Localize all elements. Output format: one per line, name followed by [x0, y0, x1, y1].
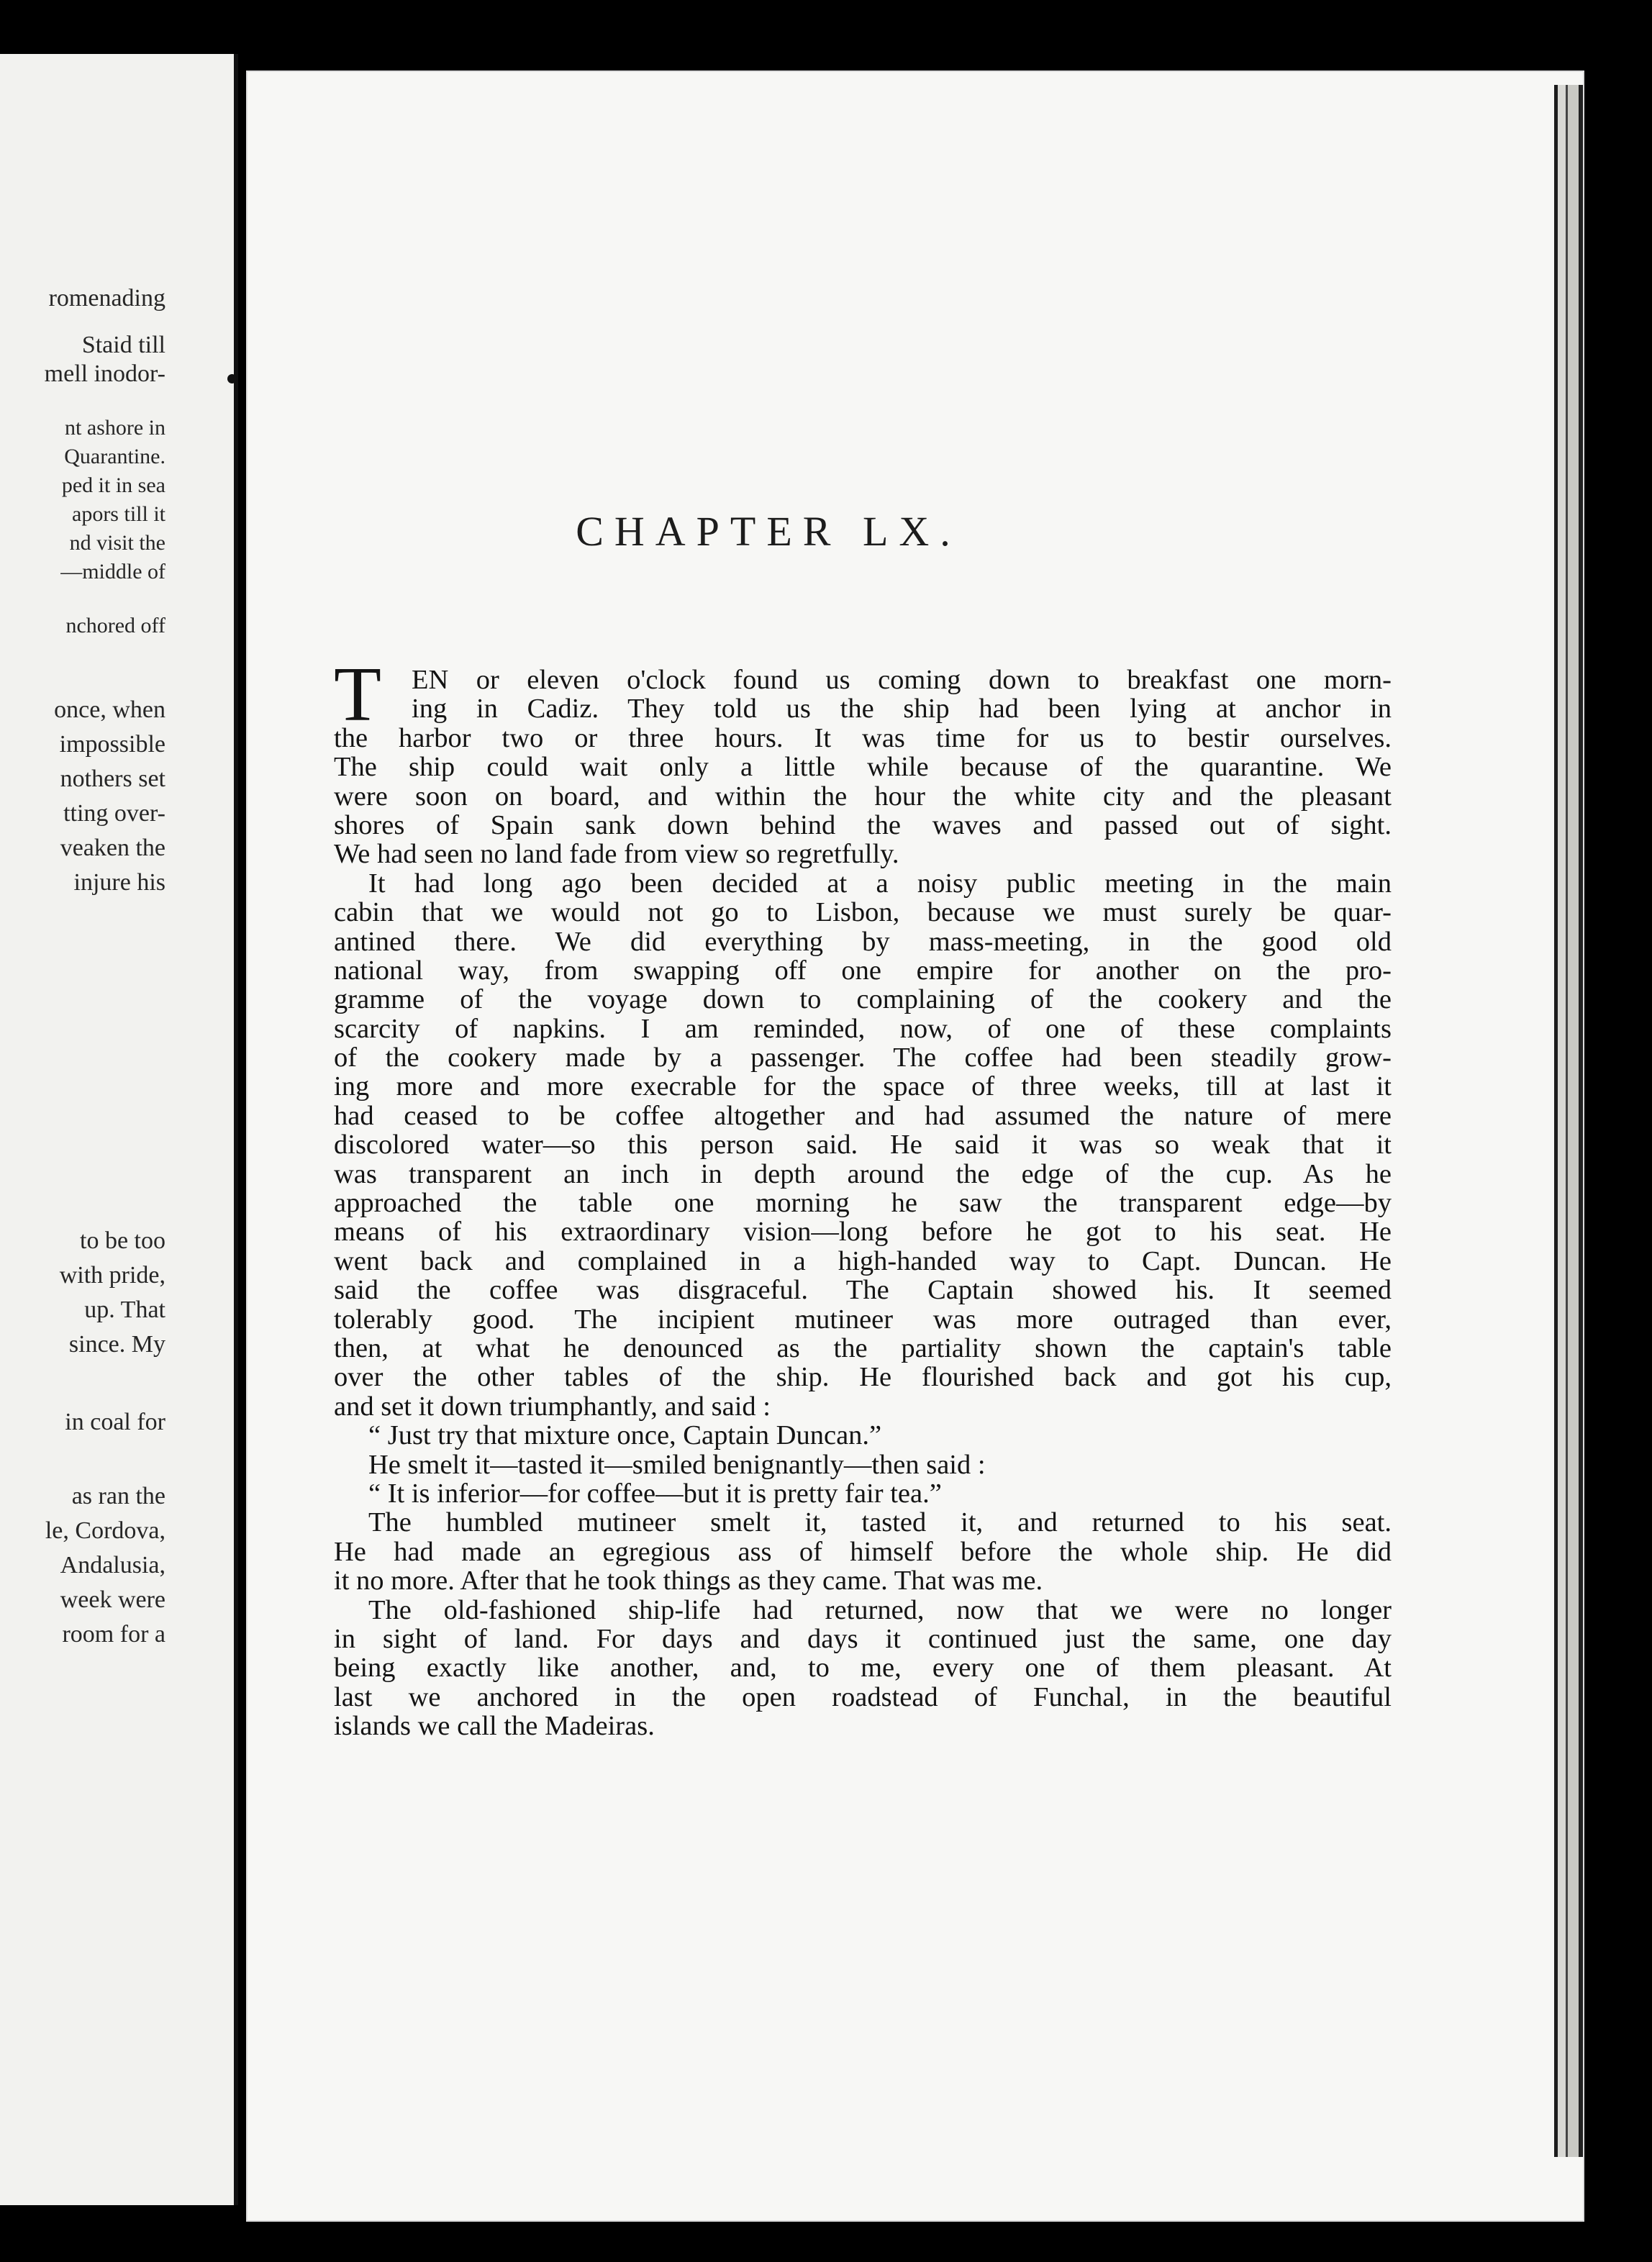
scan-border-top [0, 0, 1652, 43]
left-page-line: since. My [68, 1331, 165, 1358]
text-line: islands we call the Madeiras. [334, 1711, 655, 1742]
left-page-line: apors till it [72, 502, 165, 526]
left-page-line: Quarantine. [64, 445, 165, 468]
text-line: The old-fashioned ship-life had returned, now that we were no longer [368, 1594, 1392, 1625]
text-line: of the cookery made by a passenger. The coffee had been steadily grow- [334, 1043, 1392, 1073]
text-line: had ceased to be coffee altogether and had assumed the nature of mere [334, 1100, 1392, 1131]
left-page-line: in coal for [65, 1409, 165, 1435]
text-line: means of his extraordinary vision—long before he got to his seat. He [334, 1217, 1392, 1248]
text-line: approached the table one morning he saw the transparent edge—by [334, 1188, 1392, 1219]
text-line: said the coffee was disgraceful. The Captain showed his. It seemed [334, 1275, 1392, 1306]
text-line: The humbled mutineer smelt it, tasted it, and returned to his seat. [368, 1507, 1392, 1538]
chapter-body-text [334, 666, 1392, 1740]
left-page-line: up. That [84, 1296, 165, 1323]
left-page-line: once, when [54, 696, 165, 723]
text-line: discolored water—so this person said. He said it was so weak that it [334, 1130, 1392, 1160]
text-line: last we anchored in the open roadstead of Funchal, in the beautiful [334, 1681, 1392, 1712]
left-page-line: mell inodor- [44, 360, 165, 387]
text-line: the harbor two or three hours. It was time for us to bestir ourselves. [334, 722, 1392, 753]
left-page-line: nt ashore in [65, 416, 165, 440]
left-page-line: nd visit the [69, 531, 165, 555]
left-page-line: tting over- [63, 800, 165, 827]
text-line: He had made an egregious ass of himself before the whole ship. He did [334, 1536, 1392, 1567]
text-line: “ It is inferior—for coffee—but it is pretty fair tea.” [368, 1478, 942, 1509]
text-line: tolerably good. The incipient mutineer was more outraged than ever, [334, 1304, 1392, 1335]
text-line: ing in Cadiz. They told us the ship had been lying at anchor in [412, 694, 1392, 725]
left-page-line: impossible [59, 731, 165, 758]
scan-border-bottom [0, 2230, 1652, 2262]
drop-cap: T [334, 652, 381, 737]
text-line: went back and complained in a high-handed way to Capt. Duncan. He [334, 1245, 1392, 1276]
text-line: shores of Spain sank down behind the waves and passed out of sight. [334, 809, 1392, 840]
page-edge-line [1566, 85, 1568, 2157]
left-page-line: Staid till [81, 332, 165, 358]
text-line: then, at what he denounced as the partiality shown the captain's table [334, 1332, 1392, 1363]
text-line: over the other tables of the ship. He flourished back and got his cup, [334, 1362, 1392, 1393]
page-edge-line [1579, 85, 1583, 2157]
text-line: in sight of land. For days and days it continued just the same, one day [334, 1623, 1392, 1654]
left-page-line: Andalusia, [60, 1552, 165, 1579]
left-page-line: as ran the [71, 1483, 165, 1509]
left-page-line: romenading [48, 285, 165, 312]
text-line: It had long ago been decided at a noisy public meeting in the main [368, 868, 1392, 899]
text-line: was transparent an inch in depth around the edge of the cup. As he [334, 1158, 1392, 1189]
page-stack-edge [1568, 85, 1579, 2157]
text-line: The ship could wait only a little while because of the quarantine. We [334, 752, 1392, 783]
text-line: cabin that we would not go to Lisbon, because we must surely be quar- [334, 897, 1392, 928]
text-line: ing more and more execrable for the space of three weeks, till at last it [334, 1071, 1392, 1102]
page-stack-edge [1558, 85, 1566, 2157]
text-line: antined there. We did everything by mass-meeting, in the good old [334, 926, 1392, 957]
text-line: it no more. After that he took things as they came. That was me. [334, 1566, 1043, 1596]
left-page-line: —middle of [60, 560, 165, 583]
text-line: “ Just try that mixture once, Captain Duncan.” [368, 1420, 882, 1451]
left-page-line: ped it in sea [61, 473, 165, 497]
text-line: EN or eleven o'clock found us coming down to breakfast one morn- [412, 665, 1392, 695]
left-page-line: injure his [73, 869, 165, 896]
text-line: being exactly like another, and, to me, every one of them pleasant. At [334, 1653, 1392, 1684]
text-line: were soon on board, and within the hour the white city and the pleasant [334, 781, 1392, 812]
page-edge-line [1554, 85, 1558, 2157]
text-line: We had seen no land fade from view so regretfully. [334, 839, 899, 870]
text-line: gramme of the voyage down to complaining of the cookery and the [334, 984, 1392, 1015]
left-page-line: room for a [62, 1621, 165, 1648]
chapter-heading: CHAPTER LX. [576, 508, 961, 555]
left-facing-page [0, 54, 238, 2205]
text-line: and set it down triumphantly, and said : [334, 1391, 771, 1422]
left-page-line: nchored off [65, 614, 165, 637]
text-line: scarcity of napkins. I am reminded, now, of one of these complaints [334, 1013, 1392, 1044]
text-line: He smelt it—tasted it—smiled benignantly—then said : [368, 1449, 986, 1480]
left-page-line: veaken the [60, 835, 165, 861]
left-page-line: le, Cordova, [45, 1517, 165, 1544]
ink-dot-mark [227, 374, 237, 383]
left-page-line: to be too [80, 1227, 165, 1254]
left-page-line: week were [60, 1586, 165, 1613]
left-page-line: nothers set [60, 766, 165, 792]
left-page-line: with pride, [59, 1262, 165, 1289]
text-line: national way, from swapping off one empire for another on the pro- [334, 955, 1392, 986]
